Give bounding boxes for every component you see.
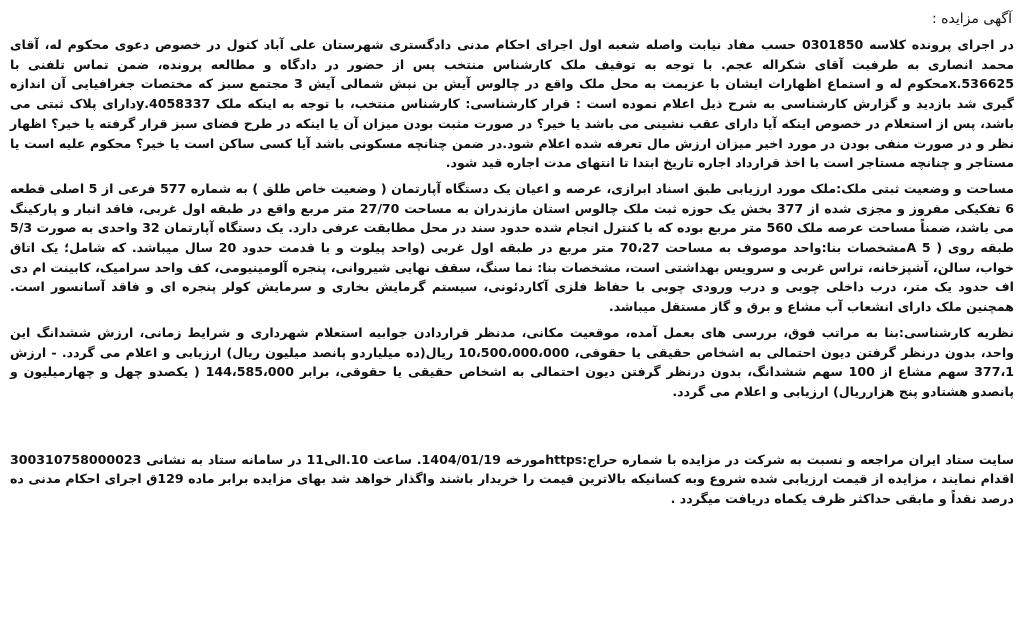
notice-paragraph-execution: در اجرای پرونده کلاسه 0301850 حسب مفاد نیابت واصله شعبه اول اجرای احکام مدنی دادگستری شهرستان علی آباد کتول در خصوص دعوی محکوم له، آقای محمد انصاری به طرفیت آقای شکراله عجم. با توجه به توقیف ملک کارشناس منتخب پس از حضور در دادگاه و مطالعه پرونده، ضمن تماس تلفنی با 536625.xمحکوم له و استماع اظهارات ایشان با عزیمت به محل ملک واقع در چالوس آیش بن نبش شمالی آیش 3 مجتمع سبز که مختصات جغرافیایی آن اندازه گیری شد بازدید و گزارش کارشناسی به شرح ذیل اعلام نموده است : قرار کارشناسی: کارشناس منتخب، با توجه به اینکه ملک 4058337.yدارای پلاک ثبتی می باشد، پس از استعلام در خصوص اینکه آیا دارای عقب نشینی می باشد یا خیر؟ در صورت مثبت بودن میزان آن یا اینکه در طرح فضای سبز قرار گرفته یا خیر؟ اظهار نظر و در صورت منفی بودن در مورد اخیر میزان ارزش مال تعرفه شده اعلام شود.در ضمن چنانچه مسکونی باشد آیا کسی ساکن است یا خیر؟ محکوم علیه است یا مستاجر و چنانچه مستاجر است با اخذ قرارداد اجاره تاریخ ابتدا تا انتهای مدت اجاره قید شود.	[10, 37, 1015, 171]
notice-paragraph-auction-terms: سایت ستاد ایران مراجعه و نسبت به شرکت در مزایده با شماره حراج:httpsمورخه 1404/01/19. ساعت 10.الی11 در سامانه ستاد به نشانی 300310758000023 اقدام نمایند ، مزایده از قیمت ارزیابی شده شروع وبه کسانیکه بالاترین قیمت را خریدار باشند واگذار خواهد شد بهای مزایده برابر ماده 129ق اجرای احکام مدنی ده درصد نقداً و مابقی حداکثر ظرف یکماه دریافت میگردد .	[10, 451, 1015, 507]
notice-paragraph-property-specs: مساحت و وضعیت ثبتی ملک:ملک مورد ارزیابی طبق اسناد ابرازی، عرصه و اعیان یک دستگاه آپارتمان ( وضعیت خاص طلق ) به شماره 577 فرعی از 5 اصلی قطعه 6 تفکیکی مفروز و مجزی شده از 377 بخش یک حوزه ثبت ملک چالوس استان مازندران به مساحت 27/70 متر مربع واقع در طبقه اول غربی، فاقد انبار و پارکینگ می باشد، ضمناً مساحت عرصه ملک 560 متر مربع بوده که با کنترل انجام شده حدود سند در محل مطابقت عرفی دارد. یک دستگاه آپارتمان 32 واحدی به صورت 5/3 طبقه روی ( 5 Aمشخصات بنا:واحد موصوف به مساحت 70،27 متر مربع در طبقه اول غربی (واحد پیلوت و با قدمت حدود 20 سال میباشد. که شامل؛ یک اتاق خواب، سالن، آشپزخانه، تراس غربی و سرویس بهداشتی است، مشخصات بنا: نما سنگ، سقف نهایی شیروانی، پنجره آلومینیومی، کف واحد سرامیک، کابینت ام دی اف حدود یک متر، درب داخلی چوبی و درب ورودی چوبی با حفاظ فلزی آکاردئونی، سیستم گرمایش بخاری و سرمایش کولر پنجره ای و فاقد آسانسور است. همچنین ملک دارای انشعاب آب مشاع و برق و گاز مستقل میباشد.	[10, 180, 1014, 315]
notice-paragraph-expert-opinion: نظریه کارشناسی:بنا به مراتب فوق، بررسی های بعمل آمده، موقعیت مکانی، مدنظر قراردادن جوابیه استعلام شهرداری و شرایط زمانی، ارزش ششدانگ این واحد، بدون درنظر گرفتن دیون احتمالی به اشخاص حقیقی یا حقوقی، 10،500،000،000 ریال(ده میلیاردو پانصد میلیون ریال) ارزیابی و اعلام می گردد. - ارزش 377،1 سهم مشاع از 100 سهم ششدانگ، بدون درنظر گرفتن دیون احتمالی به اشخاص حقیقی یا حقوقی، برابر 144،585،000 ( یکصدو چهل و چهارمیلیون و پانصدو هشتادو پنج هزارریال) ارزیابی و اعلام می گردد.	[10, 324, 1015, 399]
notice-title: آگهی مزایده :	[932, 11, 1012, 27]
